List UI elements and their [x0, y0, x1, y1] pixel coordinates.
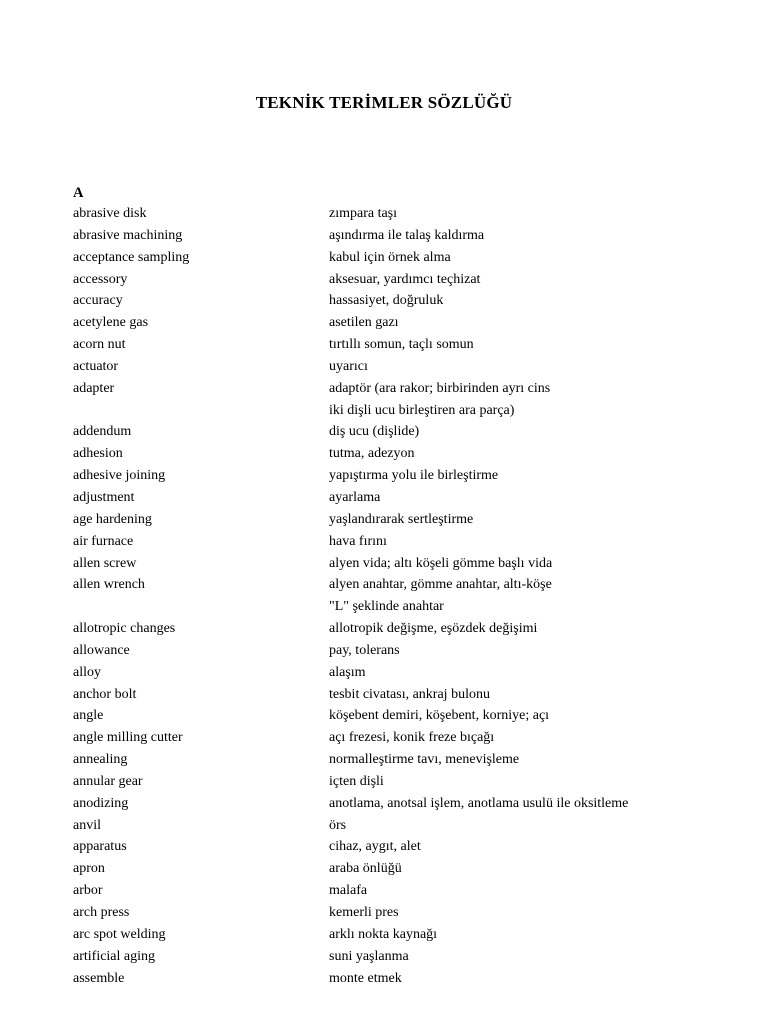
entry-definition: anotlama, anotsal işlem, anotlama usulü ile oksitleme	[329, 795, 629, 811]
entry-term: accuracy	[73, 293, 123, 309]
glossary-entry	[0, 858, 768, 880]
entry-term: arc spot welding	[73, 926, 166, 942]
entry-term: annular gear	[73, 773, 143, 789]
entry-term: apparatus	[73, 839, 127, 855]
entry-definition: suni yaşlanma	[329, 948, 409, 964]
entry-term: angle	[73, 708, 104, 724]
entry-term: allotropic changes	[73, 621, 176, 637]
entry-definition: alyen anahtar, gömme anahtar, altı-köşe	[329, 577, 552, 593]
entry-term: adhesion	[73, 446, 123, 462]
glossary-entry	[0, 312, 768, 334]
entry-definition: cihaz, aygıt, alet	[329, 839, 421, 855]
entry-term: allen screw	[73, 555, 137, 571]
entry-definition: hassasiyet, doğruluk	[329, 293, 444, 309]
glossary-entry	[0, 356, 768, 378]
glossary-entry	[0, 334, 768, 356]
entry-term: air furnace	[73, 533, 134, 549]
entry-term: age hardening	[73, 511, 152, 527]
glossary-entry	[0, 968, 768, 990]
entry-term: accessory	[73, 271, 128, 287]
entry-term: addendum	[73, 424, 132, 440]
entry-definition: diş ucu (dişlide)	[329, 424, 420, 440]
entry-term: acorn nut	[73, 337, 126, 353]
entry-term: allowance	[73, 642, 130, 658]
entry-definition: allotropik değişme, eşözdek değişimi	[329, 621, 538, 637]
entry-term: arch press	[73, 905, 130, 920]
entry-term: annealing	[73, 752, 128, 768]
entry-definition: örs	[329, 817, 347, 833]
entry-definition: kabul için örnek alma	[329, 249, 451, 265]
entry-definition: alyen vida; altı köşeli gömme başlı vida	[329, 555, 553, 571]
entry-definition: arklı nokta kaynağı	[329, 926, 438, 942]
entry-definition: uyarıcı	[329, 358, 368, 374]
glossary-entry	[0, 487, 768, 509]
entry-term: allen wrench	[73, 577, 145, 593]
entry-definition: alaşım	[329, 664, 366, 680]
entry-definition: tutma, adezyon	[329, 446, 415, 462]
entry-definition: tırtıllı somun, taçlı somun	[329, 337, 474, 353]
glossary-entry	[0, 574, 768, 596]
glossary-entry-continuation	[0, 400, 768, 422]
entry-definition: yaşlandırarak sertleştirme	[329, 511, 474, 527]
entry-definition: açı frezesi, konik freze bıçağı	[329, 730, 495, 746]
glossary-entry	[0, 836, 768, 858]
entry-term: adjustment	[73, 489, 135, 505]
entry-term: artificial aging	[73, 948, 156, 964]
glossary-entry	[0, 509, 768, 531]
glossary-entry	[0, 880, 768, 902]
entry-definition: asetilen gazı	[329, 315, 399, 331]
glossary-entry-continuation	[0, 596, 768, 618]
entry-definition: pay, tolerans	[329, 642, 400, 658]
entry-definition: normalleştirme tavı, menevişleme	[329, 752, 520, 768]
glossary-entry	[0, 553, 768, 575]
entry-term: acceptance sampling	[73, 249, 190, 265]
entry-term: adapter	[73, 380, 115, 396]
glossary-entry	[0, 946, 768, 968]
entry-term: abrasive disk	[73, 206, 147, 221]
glossary-entry	[0, 531, 768, 553]
entry-definition: zımpara taşı	[329, 206, 398, 221]
glossary-entry	[0, 443, 768, 465]
glossary-entry	[0, 247, 768, 269]
entry-term: adhesive joining	[73, 468, 166, 484]
document-title: TEKNİK TERİMLER SÖZLÜĞÜ	[255, 93, 513, 112]
entry-term: apron	[73, 861, 105, 877]
entry-definition: kemerli pres	[329, 905, 399, 920]
entry-definition: "L" şeklinde anahtar	[329, 599, 444, 615]
entry-term: assemble	[73, 970, 125, 986]
entry-definition: aksesuar, yardımcı teçhizat	[329, 271, 481, 287]
entry-definition: içten dişli	[329, 773, 384, 789]
glossary-entry	[0, 290, 768, 312]
glossary-entry	[0, 924, 768, 946]
glossary-list	[0, 203, 768, 989]
glossary-entry	[0, 727, 768, 749]
entry-term: anchor bolt	[73, 686, 137, 702]
glossary-entry	[0, 749, 768, 771]
entry-definition: adaptör (ara rakor; birbirinden ayrı cins	[329, 380, 551, 396]
glossary-entry	[0, 378, 768, 400]
glossary-entry	[0, 793, 768, 815]
entry-term: angle milling cutter	[73, 730, 183, 746]
entry-term: abrasive machining	[73, 227, 183, 243]
entry-definition: hava fırını	[329, 533, 387, 549]
entry-term: anvil	[73, 817, 101, 833]
glossary-entry	[0, 421, 768, 443]
entry-definition: ayarlama	[329, 489, 381, 505]
entry-definition: yapıştırma yolu ile birleştirme	[329, 468, 499, 484]
glossary-entry	[0, 269, 768, 291]
entry-definition: monte etmek	[329, 970, 402, 986]
entry-term: anodizing	[73, 795, 129, 811]
glossary-entry	[0, 705, 768, 727]
entry-definition: malafa	[329, 883, 368, 899]
glossary-entry	[0, 465, 768, 487]
entry-term: acetylene gas	[73, 315, 149, 331]
glossary-entry	[0, 640, 768, 662]
glossary-entry	[0, 771, 768, 793]
entry-definition: iki dişli ucu birleştiren ara parça)	[329, 402, 515, 418]
entry-term: alloy	[73, 664, 101, 680]
entry-definition: tesbit civatası, ankraj bulonu	[329, 686, 490, 702]
glossary-entry	[0, 815, 768, 837]
entry-definition: araba önlüğü	[329, 861, 402, 877]
glossary-entry	[0, 225, 768, 247]
entry-definition: aşındırma ile talaş kaldırma	[329, 227, 485, 243]
glossary-entry	[0, 684, 768, 706]
glossary-entry	[0, 203, 768, 225]
glossary-entry	[0, 662, 768, 684]
entry-term: arbor	[73, 883, 103, 899]
glossary-entry	[0, 902, 768, 924]
entry-term: actuator	[73, 358, 119, 374]
section-letter: A	[73, 185, 84, 201]
entry-definition: köşebent demiri, köşebent, korniye; açı	[329, 708, 550, 724]
glossary-entry	[0, 618, 768, 640]
